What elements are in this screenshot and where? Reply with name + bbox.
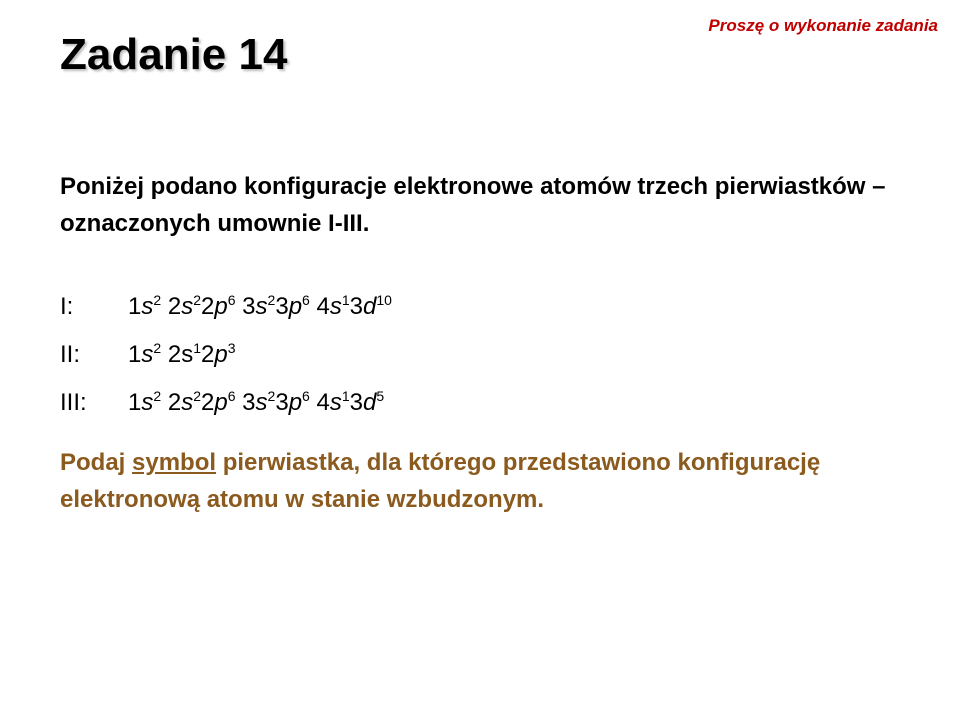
orbital-term: $2s^2$ — [167, 291, 201, 320]
orbital-term: $3p^6$ — [275, 291, 310, 320]
orbital-term: $3p^6$ — [275, 387, 310, 416]
slide-title: Zadanie 14 — [60, 30, 288, 79]
orbital-term: $2p^6$ — [200, 387, 236, 416]
configuration-list — [60, 282, 920, 426]
task-text-after: pierwiastka, dla którego przedstawiono konfigurację elektronową atomu w stanie wzbudzonym. — [60, 449, 821, 513]
orbital-term: $4s^1$ — [316, 387, 350, 416]
orbital-term: $4s^1$ — [316, 291, 350, 320]
task-text — [60, 444, 920, 518]
task-text-underlined: symbol — [132, 449, 217, 476]
configuration-label: I: — [60, 292, 74, 320]
slide-content — [60, 168, 920, 542]
configuration-row — [60, 378, 920, 426]
configuration-label: II: — [60, 340, 81, 368]
orbital-term: $1s^2$ — [128, 387, 162, 416]
configuration-value — [128, 336, 236, 373]
configuration-row — [60, 330, 920, 378]
orbital-term: $2p^3$ — [200, 339, 236, 368]
orbital-term: $1s^2$ — [128, 291, 162, 320]
orbital-term: $2p^6$ — [200, 291, 236, 320]
orbital-term: $2s^2$ — [167, 387, 201, 416]
orbital-term: $2s^1$ — [167, 339, 201, 368]
orbital-term: $3s^2$ — [242, 387, 276, 416]
configuration-label: III: — [60, 388, 87, 416]
top-note: Proszę o wykonanie zadania — [708, 16, 938, 35]
task-text-before: Podaj — [60, 449, 133, 476]
configuration-value — [128, 384, 384, 421]
orbital-term: $3d^5$ — [349, 387, 385, 416]
orbital-term: $1s^2$ — [128, 339, 162, 368]
orbital-term: $3s^2$ — [242, 291, 276, 320]
configuration-value — [128, 288, 392, 325]
configuration-row — [60, 282, 920, 330]
intro-text: Poniżej podano konfiguracje elektronowe atomów trzech pierwiastków – oznaczonych umownie I-III. — [60, 173, 886, 237]
orbital-term: $3d^{10}$ — [349, 291, 392, 320]
